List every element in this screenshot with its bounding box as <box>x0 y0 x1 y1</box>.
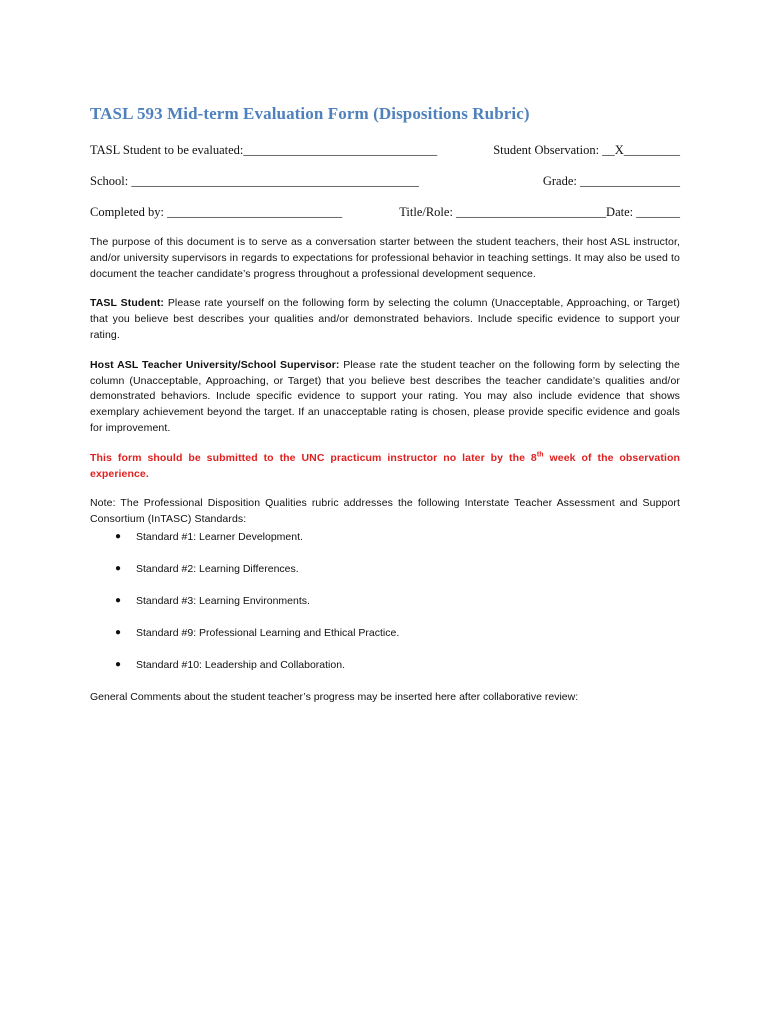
list-item <box>90 657 680 673</box>
standard-text: Standard #3: Learning Environments. <box>136 594 310 607</box>
student-row <box>90 142 680 158</box>
observation-field[interactable]: Student Observation: __X_________ <box>493 143 680 157</box>
standard-text: Standard #2: Learning Differences. <box>136 562 299 575</box>
completed-by-row <box>90 204 680 220</box>
host-instructions-text: Please rate the student teacher on the following form by selecting the column (Unacceptable, Approaching, or Target) that you believe best describes the teacher candidate’s qualities and/or demonstrated behaviors. Include specific evidence to support your rating. You may also include evidence that shows exemplary achievement beyond the target. If an unacceptable rating is chosen, please provide specific evidence and goals for improvement. <box>90 358 680 434</box>
completed-by-field[interactable]: Completed by: ____________________________ <box>90 205 343 219</box>
host-instructions <box>90 358 680 437</box>
document-content <box>90 104 680 705</box>
list-item <box>90 529 680 545</box>
bullet-icon: ● <box>115 530 122 542</box>
list-item <box>90 625 680 641</box>
standard-text: Standard #10: Leadership and Collaboration. <box>136 658 345 671</box>
deadline-notice-superscript: th <box>536 451 544 459</box>
host-instructions-lead: Host ASL Teacher University/School Supervisor: <box>90 358 340 371</box>
student-field[interactable]: TASL Student to be evaluated:_______________________________ <box>90 143 438 157</box>
student-instructions <box>90 296 680 343</box>
deadline-notice-before: This form should be submitted to the UNC practicum instructor no later by the 8 <box>90 451 537 464</box>
bullet-icon: ● <box>115 626 122 638</box>
comments-prompt: General Comments about the student teacher’s progress may be inserted here after collaborative review: <box>90 690 579 703</box>
page-title: TASL 593 Mid-term Evaluation Form (Dispositions Rubric) <box>90 104 530 123</box>
bullet-icon: ● <box>115 562 122 574</box>
title-role-date-field[interactable]: Title/Role: ________________________Date: _______ <box>399 205 680 219</box>
note-paragraph: Note: The Professional Disposition Qualities rubric addresses the following Interstate Teacher Assessment and Support Consortium (InTASC) Standards: <box>90 497 680 526</box>
standard-text: Standard #1: Learner Development. <box>136 530 303 543</box>
list-item <box>90 593 680 609</box>
student-instructions-lead: TASL Student: <box>90 297 165 310</box>
standards-list <box>90 529 680 673</box>
deadline-notice <box>90 451 680 483</box>
school-field[interactable]: School: ______________________________________________ <box>90 174 419 188</box>
list-item <box>90 561 680 577</box>
grade-field[interactable]: Grade: ________________ <box>542 174 680 188</box>
school-row <box>90 173 680 189</box>
bullet-icon: ● <box>115 594 122 606</box>
deadline-notice-after: week of the observation experience. <box>90 451 681 480</box>
standard-text: Standard #9: Professional Learning and Ethical Practice. <box>136 626 400 639</box>
bullet-icon: ● <box>115 658 122 670</box>
student-instructions-text: Please rate yourself on the following form by selecting the column (Unacceptable, Approaching, or Target) that you believe best describes your qualities and/or demonstrated behaviors. Include specific evidence to support your rating. <box>90 297 680 341</box>
purpose-paragraph: The purpose of this document is to serve as a conversation starter between the student teachers, their host ASL instructor, and/or university supervisors in regards to expectations for professional behavior in teaching settings. It may also be used to document the teacher candidate’s progress throughout a professional development sequence. <box>90 236 680 280</box>
